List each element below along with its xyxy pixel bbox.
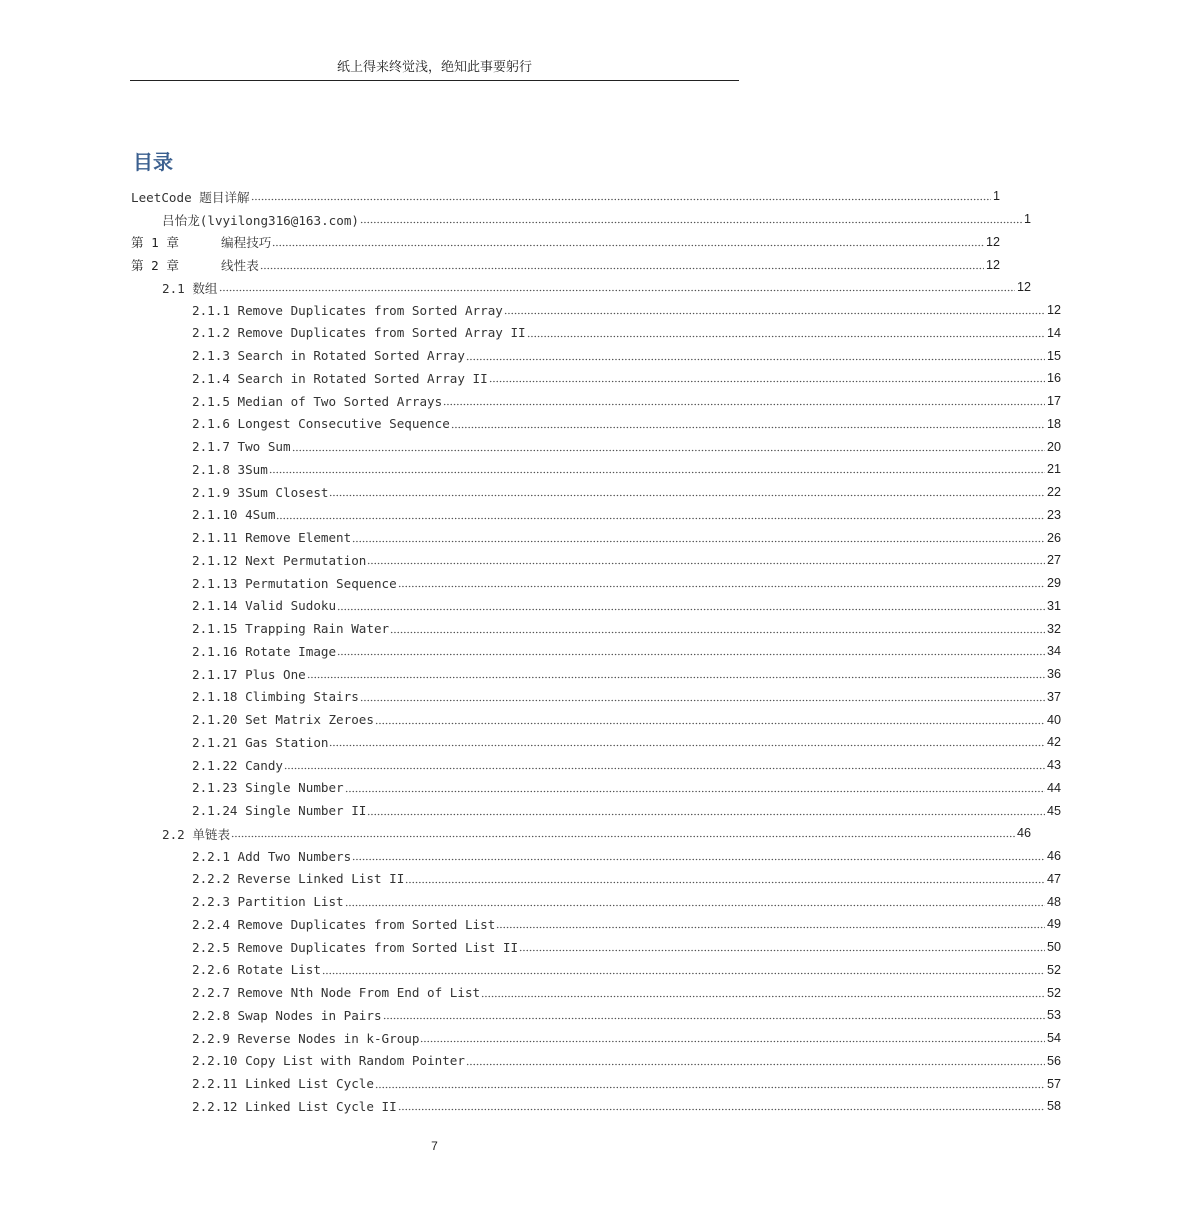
- toc-entry[interactable]: [0, 754, 1194, 777]
- toc-entry-label: 吕怡龙(lvyilong316@163.com): [162, 212, 360, 228]
- toc-entry-label: 2.2.12 Linked List Cycle II: [192, 1098, 397, 1114]
- toc-dot-leader: [272, 237, 984, 249]
- toc-entry-page: 20: [1046, 439, 1061, 454]
- toc-entry[interactable]: [0, 390, 1194, 413]
- toc-entry[interactable]: [0, 981, 1194, 1004]
- toc-entry-page: 23: [1046, 507, 1061, 522]
- toc-entry[interactable]: [0, 526, 1194, 549]
- toc-entry[interactable]: [0, 686, 1194, 709]
- toc-entry-label: 2.1 数组: [162, 280, 218, 296]
- toc-dot-leader: [269, 464, 1045, 476]
- toc-entry-label: 2.1.14 Valid Sudoku: [192, 598, 337, 614]
- toc-entry-label: 2.1.9 3Sum Closest: [192, 484, 329, 500]
- toc-entry-label: 2.1.6 Longest Consecutive Sequence: [192, 416, 450, 432]
- toc-entry[interactable]: [0, 253, 1133, 276]
- toc-chapter-number: 第 1 章: [131, 235, 179, 251]
- toc-entry-label: 2.1.1 Remove Duplicates from Sorted Array: [192, 302, 503, 318]
- toc-entry[interactable]: [0, 481, 1194, 504]
- toc-entry-page: 18: [1046, 416, 1061, 431]
- toc-entry[interactable]: [0, 1027, 1194, 1050]
- toc-dot-leader: [345, 897, 1045, 909]
- toc-entry-label: 2.2.5 Remove Duplicates from Sorted List II: [192, 939, 519, 955]
- toc-dot-leader: [307, 669, 1045, 681]
- toc-entry-label: 2.1.10 4Sum: [192, 507, 276, 523]
- toc-entry[interactable]: [0, 936, 1194, 959]
- toc-entry-label: 2.1.2 Remove Duplicates from Sorted Array II: [192, 325, 526, 341]
- toc-entry-page: 48: [1046, 894, 1061, 909]
- toc-chapter-number: 第 2 章: [131, 258, 179, 274]
- toc-entry[interactable]: [0, 799, 1194, 822]
- toc-entry-label: 2.1.21 Gas Station: [192, 734, 329, 750]
- toc-dot-leader: [251, 191, 991, 203]
- toc-entry-page: 14: [1046, 325, 1061, 340]
- page-header: 纸上得来终觉浅，绝知此事要躬行: [336, 60, 532, 75]
- toc-entry-label: 2.1.24 Single Number II: [192, 803, 367, 819]
- toc-entry-label: 2.1.22 Candy: [192, 757, 283, 773]
- toc-entry-label: 2.1.5 Median of Two Sorted Arrays: [192, 393, 443, 409]
- toc-entry-label: 2.2.1 Add Two Numbers: [192, 848, 352, 864]
- toc-dot-leader: [398, 1101, 1045, 1113]
- toc-entry-page: 1: [1023, 212, 1031, 227]
- toc-entry-page: 1: [992, 189, 1000, 204]
- toc-entry-page: 58: [1046, 1099, 1061, 1114]
- toc-entry-page: 12: [985, 234, 1000, 249]
- toc-entry-label: 2.1.17 Plus One: [192, 666, 306, 682]
- toc-entry-label: 线性表: [221, 258, 259, 274]
- toc-entry-label: 2.1.4 Search in Rotated Sorted Array II: [192, 370, 488, 386]
- toc-entry-page: 34: [1046, 644, 1061, 659]
- toc-entry[interactable]: [0, 640, 1194, 663]
- toc-dot-leader: [284, 760, 1045, 772]
- toc-entry[interactable]: [0, 1004, 1194, 1027]
- toc-dot-leader: [345, 783, 1045, 795]
- toc-dot-leader: [292, 442, 1045, 454]
- toc-entry-page: 54: [1046, 1031, 1061, 1046]
- toc-dot-leader: [527, 328, 1045, 340]
- toc-entry-label: 编程技巧: [221, 235, 272, 251]
- toc-entry[interactable]: [0, 344, 1194, 367]
- toc-dot-leader: [466, 1056, 1045, 1068]
- toc-dot-leader: [337, 601, 1045, 613]
- toc-dot-leader: [496, 919, 1045, 931]
- toc-entry-label: 2.2.9 Reverse Nodes in k-Group: [192, 1030, 420, 1046]
- toc-entry[interactable]: [0, 185, 1133, 208]
- toc-entry-page: 43: [1046, 758, 1061, 773]
- toc-entry[interactable]: [0, 1050, 1194, 1073]
- toc-entry-label: 2.2.10 Copy List with Random Pointer: [192, 1053, 465, 1069]
- toc-entry-label: 2.2.7 Remove Nth Node From End of List: [192, 985, 481, 1001]
- toc-entry[interactable]: [0, 299, 1194, 322]
- toc-entry-page: 37: [1046, 689, 1061, 704]
- toc-entry-page: 29: [1046, 576, 1061, 591]
- toc-entry-label: 2.2 单链表: [162, 826, 231, 842]
- toc-entry-label: 2.1.3 Search in Rotated Sorted Array: [192, 348, 465, 364]
- toc-entry-page: 47: [1046, 871, 1061, 886]
- toc-entry[interactable]: [0, 617, 1194, 640]
- toc-entry-label: 2.2.6 Rotate List: [192, 962, 321, 978]
- toc-entry[interactable]: [0, 549, 1194, 572]
- toc-entry-page: 56: [1046, 1053, 1061, 1068]
- toc-entry-page: 31: [1046, 598, 1061, 613]
- toc-entry-label: 2.1.23 Single Number: [192, 780, 344, 796]
- page-number: 7: [431, 1139, 438, 1153]
- toc-dot-leader: [481, 988, 1045, 1000]
- toc-entry-page: 27: [1046, 553, 1061, 568]
- toc-dot-leader: [504, 305, 1045, 317]
- toc-dot-leader: [375, 1079, 1045, 1091]
- toc-entry-label: LeetCode 题目详解: [131, 189, 250, 205]
- toc-dot-leader: [367, 555, 1045, 567]
- toc-dot-leader: [398, 578, 1045, 590]
- toc-entry[interactable]: [0, 913, 1194, 936]
- toc-dot-leader: [352, 533, 1045, 545]
- toc-dot-leader: [367, 806, 1045, 818]
- toc-dot-leader: [337, 646, 1045, 658]
- toc-entry-label: 2.2.11 Linked List Cycle: [192, 1076, 374, 1092]
- toc-entry[interactable]: [0, 572, 1194, 595]
- toc-dot-leader: [322, 965, 1045, 977]
- toc-entry-page: 52: [1046, 985, 1061, 1000]
- toc-entry-label: 2.1.16 Rotate Image: [192, 643, 337, 659]
- toc-dot-leader: [219, 282, 1015, 294]
- toc-entry[interactable]: [0, 276, 1181, 299]
- toc-dot-leader: [360, 214, 1022, 226]
- toc-dot-leader: [466, 351, 1045, 363]
- toc-entry[interactable]: [0, 231, 1133, 254]
- toc-entry-page: 15: [1046, 348, 1061, 363]
- toc-entry-page: 12: [1016, 280, 1031, 295]
- toc-entry-page: 32: [1046, 621, 1061, 636]
- toc-entry-page: 21: [1046, 462, 1061, 477]
- toc-entry-label: 2.1.7 Two Sum: [192, 439, 291, 455]
- toc-entry-page: 36: [1046, 667, 1061, 682]
- toc-entry-page: 16: [1046, 371, 1061, 386]
- toc-entry-label: 2.2.4 Remove Duplicates from Sorted List: [192, 916, 496, 932]
- toc-dot-leader: [260, 260, 984, 272]
- toc-dot-leader: [405, 874, 1045, 886]
- toc-entry-page: 22: [1046, 485, 1061, 500]
- header-rule: [130, 80, 739, 81]
- toc-entry[interactable]: [0, 504, 1194, 527]
- toc-entry[interactable]: [0, 208, 1164, 231]
- toc-dot-leader: [375, 715, 1045, 727]
- toc-entry[interactable]: [0, 845, 1194, 868]
- toc-entry-label: 2.1.20 Set Matrix Zeroes: [192, 712, 374, 728]
- toc-entry-page: 40: [1046, 712, 1061, 727]
- toc-entry-page: 46: [1046, 849, 1061, 864]
- toc-entry[interactable]: [0, 1072, 1194, 1095]
- toc-entry-page: 52: [1046, 962, 1061, 977]
- toc-entry-label: 2.1.12 Next Permutation: [192, 552, 367, 568]
- toc-dot-leader: [489, 373, 1045, 385]
- toc-entry-page: 12: [1046, 303, 1061, 318]
- toc-title: 目录: [133, 150, 173, 174]
- toc-dot-leader: [420, 1033, 1045, 1045]
- toc-entry[interactable]: [0, 959, 1194, 982]
- toc-entry[interactable]: [0, 458, 1194, 481]
- toc-dot-leader: [276, 510, 1045, 522]
- toc-entry-page: 50: [1046, 940, 1061, 955]
- toc-entry-page: 49: [1046, 917, 1061, 932]
- toc-dot-leader: [383, 1010, 1045, 1022]
- toc-entry[interactable]: [0, 708, 1194, 731]
- toc-entry-label: 2.2.2 Reverse Linked List II: [192, 871, 405, 887]
- toc-entry-page: 57: [1046, 1076, 1061, 1091]
- toc-entry[interactable]: [0, 777, 1194, 800]
- toc-entry-page: 45: [1046, 803, 1061, 818]
- toc-entry[interactable]: [0, 663, 1194, 686]
- toc-dot-leader: [352, 851, 1045, 863]
- toc-entry[interactable]: [0, 595, 1194, 618]
- toc-entry-page: 53: [1046, 1008, 1061, 1023]
- toc-entry-page: 12: [985, 257, 1000, 272]
- toc-entry[interactable]: [0, 868, 1194, 891]
- toc-dot-leader: [329, 737, 1045, 749]
- toc-dot-leader: [231, 828, 1015, 840]
- toc-dot-leader: [519, 942, 1045, 954]
- toc-entry[interactable]: [0, 890, 1194, 913]
- toc-entry[interactable]: [0, 413, 1194, 436]
- toc-entry-label: 2.2.3 Partition List: [192, 894, 344, 910]
- toc-entry-page: 46: [1016, 826, 1031, 841]
- toc-entry-label: 2.1.11 Remove Element: [192, 530, 352, 546]
- toc-dot-leader: [360, 692, 1045, 704]
- toc-entry[interactable]: [0, 435, 1194, 458]
- toc-dot-leader: [329, 487, 1045, 499]
- toc-dot-leader: [390, 624, 1045, 636]
- toc-entry-label: 2.1.13 Permutation Sequence: [192, 575, 397, 591]
- toc-entry[interactable]: [0, 322, 1194, 345]
- toc-entry[interactable]: [0, 1095, 1194, 1118]
- toc-dot-leader: [451, 419, 1045, 431]
- toc-entry-page: 42: [1046, 735, 1061, 750]
- toc-entry-label: 2.1.15 Trapping Rain Water: [192, 621, 390, 637]
- toc-entry-label: 2.1.8 3Sum: [192, 461, 268, 477]
- toc-entry-page: 17: [1046, 394, 1061, 409]
- toc-dot-leader: [443, 396, 1045, 408]
- toc-entry-page: 44: [1046, 780, 1061, 795]
- toc-entry[interactable]: [0, 822, 1181, 845]
- toc-entry[interactable]: [0, 731, 1194, 754]
- toc-entry-page: 26: [1046, 530, 1061, 545]
- toc-entry-label: 2.1.18 Climbing Stairs: [192, 689, 359, 705]
- toc-entry[interactable]: [0, 367, 1194, 390]
- toc-entry-label: 2.2.8 Swap Nodes in Pairs: [192, 1007, 382, 1023]
